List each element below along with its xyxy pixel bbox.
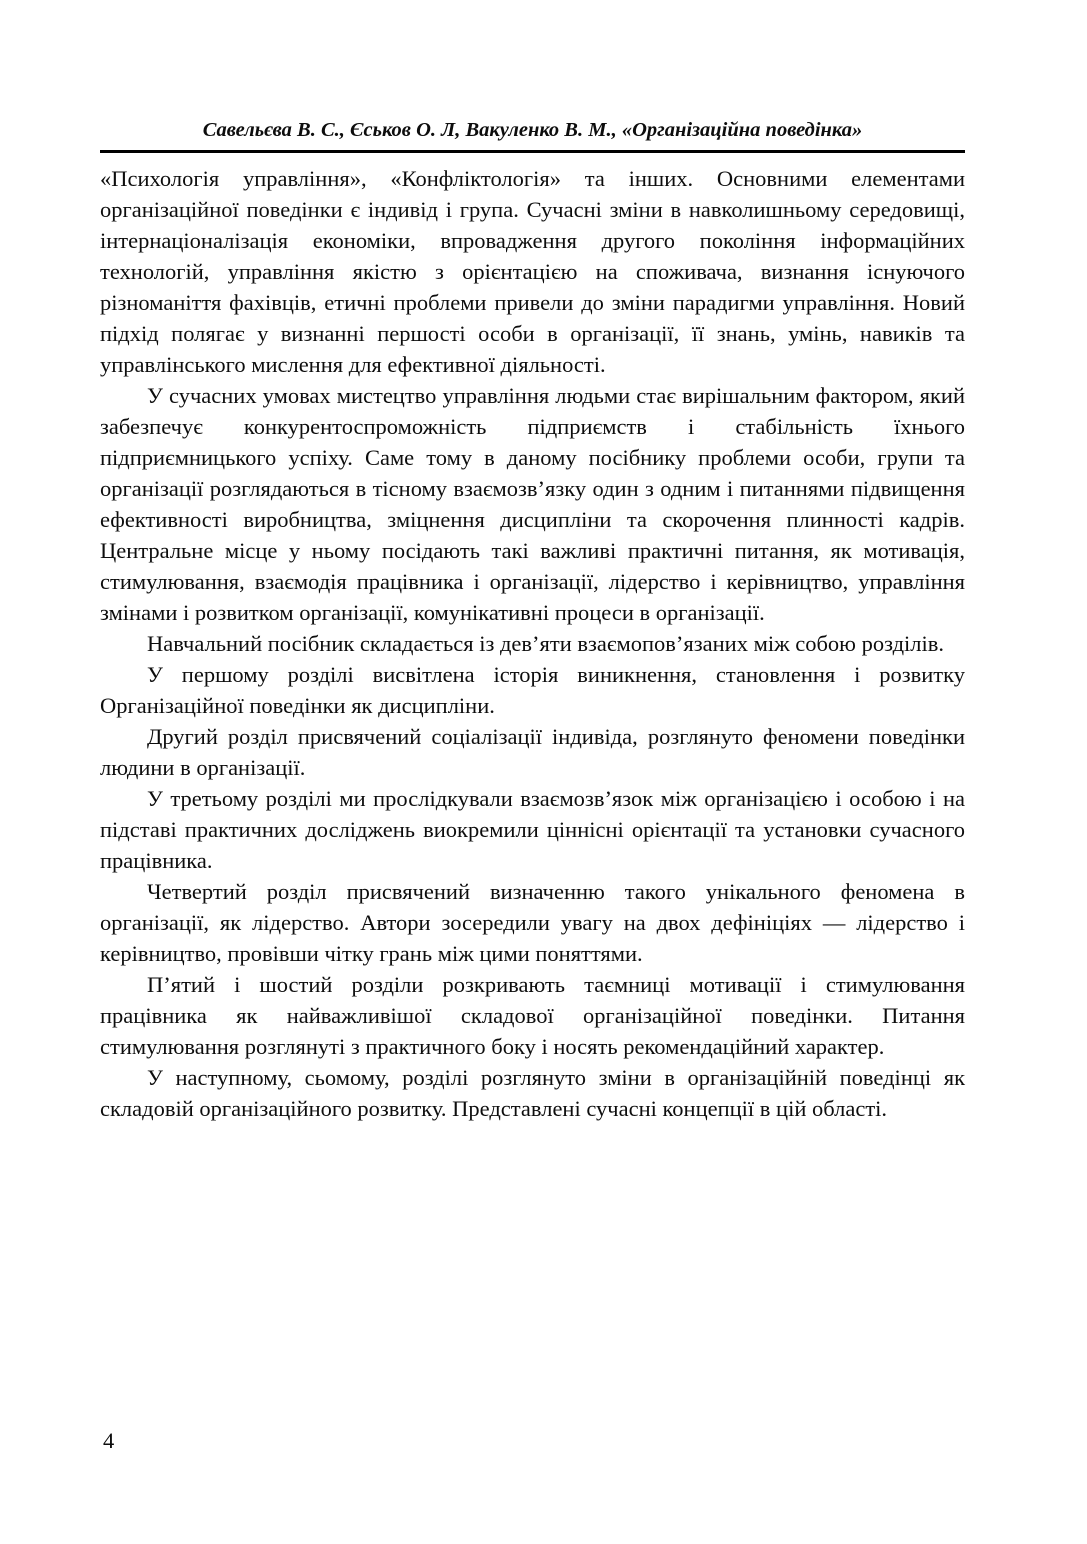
paragraph: Навчальний посібник складається із дев’яти взаємопов’язаних між собою розділів. (147, 631, 945, 656)
running-header (100, 118, 965, 153)
paragraph: П’ятий і шостий розділи розкривають таємниці мотивації і стимулювання працівника як найважливішої складової організаційної поведінки. Питання стимулювання розглянуті з практичного боку і носять рекомендаційний характер. (100, 972, 965, 1059)
paragraph: Другий розділ присвячений соціалізації індивіда, розглянуто феномени поведінки людини в організації. (100, 724, 965, 780)
page-body (100, 163, 965, 1124)
running-header-text: Савельєва В. С., Єськов О. Л, Вакуленко В. М., «Організаційна поведінка» (202, 119, 863, 141)
paragraph: У сучасних умовах мистецтво управління людьми стає вирішальним фактором, який забезпечує конкурентоспроможність підприємств і стабільність їхнього підприємницького успіху. Саме тому в даному посібнику проблеми особи, групи та організації розглядаються в тісному взаємозв’язку один з одним і питаннями підвищення ефективності виробництва, зміцнення дисципліни та скорочення плинності кадрів. Центральне місце у ньому посідають такі важливі практичні питання, як мотивація, стимулювання, взаємодія працівника і організації, лідерство і керівництво, управління змінами і розвитком організації, комунікативні процеси в організації. (100, 383, 965, 625)
paragraph: «Психологія управління», «Конфліктологія» та інших. Основними елементами організаційної поведінки є індивід і група. Сучасні зміни в навколишньому середовищі, інтернаціоналізація економіки, впровадження другого покоління інформаційних технологій, управління якістю з орієнтацією на споживача, визнання існуючого різноманіття фахівців, етичні проблеми привели до зміни парадигми управління. Новий підхід полягає у визнанні першості особи в організації, її знань, умінь, навиків та управлінського мислення для ефективної діяльності. (100, 166, 965, 377)
paragraph: У наступному, сьомому, розділі розглянуто зміни в організаційній поведінці як складовій організаційного розвитку. Представлені сучасні концепції в цій області. (100, 1065, 965, 1121)
page-number: 4 (103, 1428, 115, 1453)
page-footer (103, 1428, 114, 1454)
paragraph: Четвертий розділ присвячений визначенню такого унікального феномена в організації, як лідерство. Автори зосередили увагу на двох дефініціях — лідерство і керівництво, провівши чітку грань між цими поняттями. (100, 879, 965, 966)
paragraph: У першому розділі висвітлена історія виникнення, становлення і розвитку Організаційної поведінки як дисципліни. (100, 662, 965, 718)
paragraph: У третьому розділі ми прослідкували взаємозв’язок між організацією і особою і на підставі практичних досліджень виокремили ціннісні орієнтації та установки сучасного працівника. (100, 786, 965, 873)
